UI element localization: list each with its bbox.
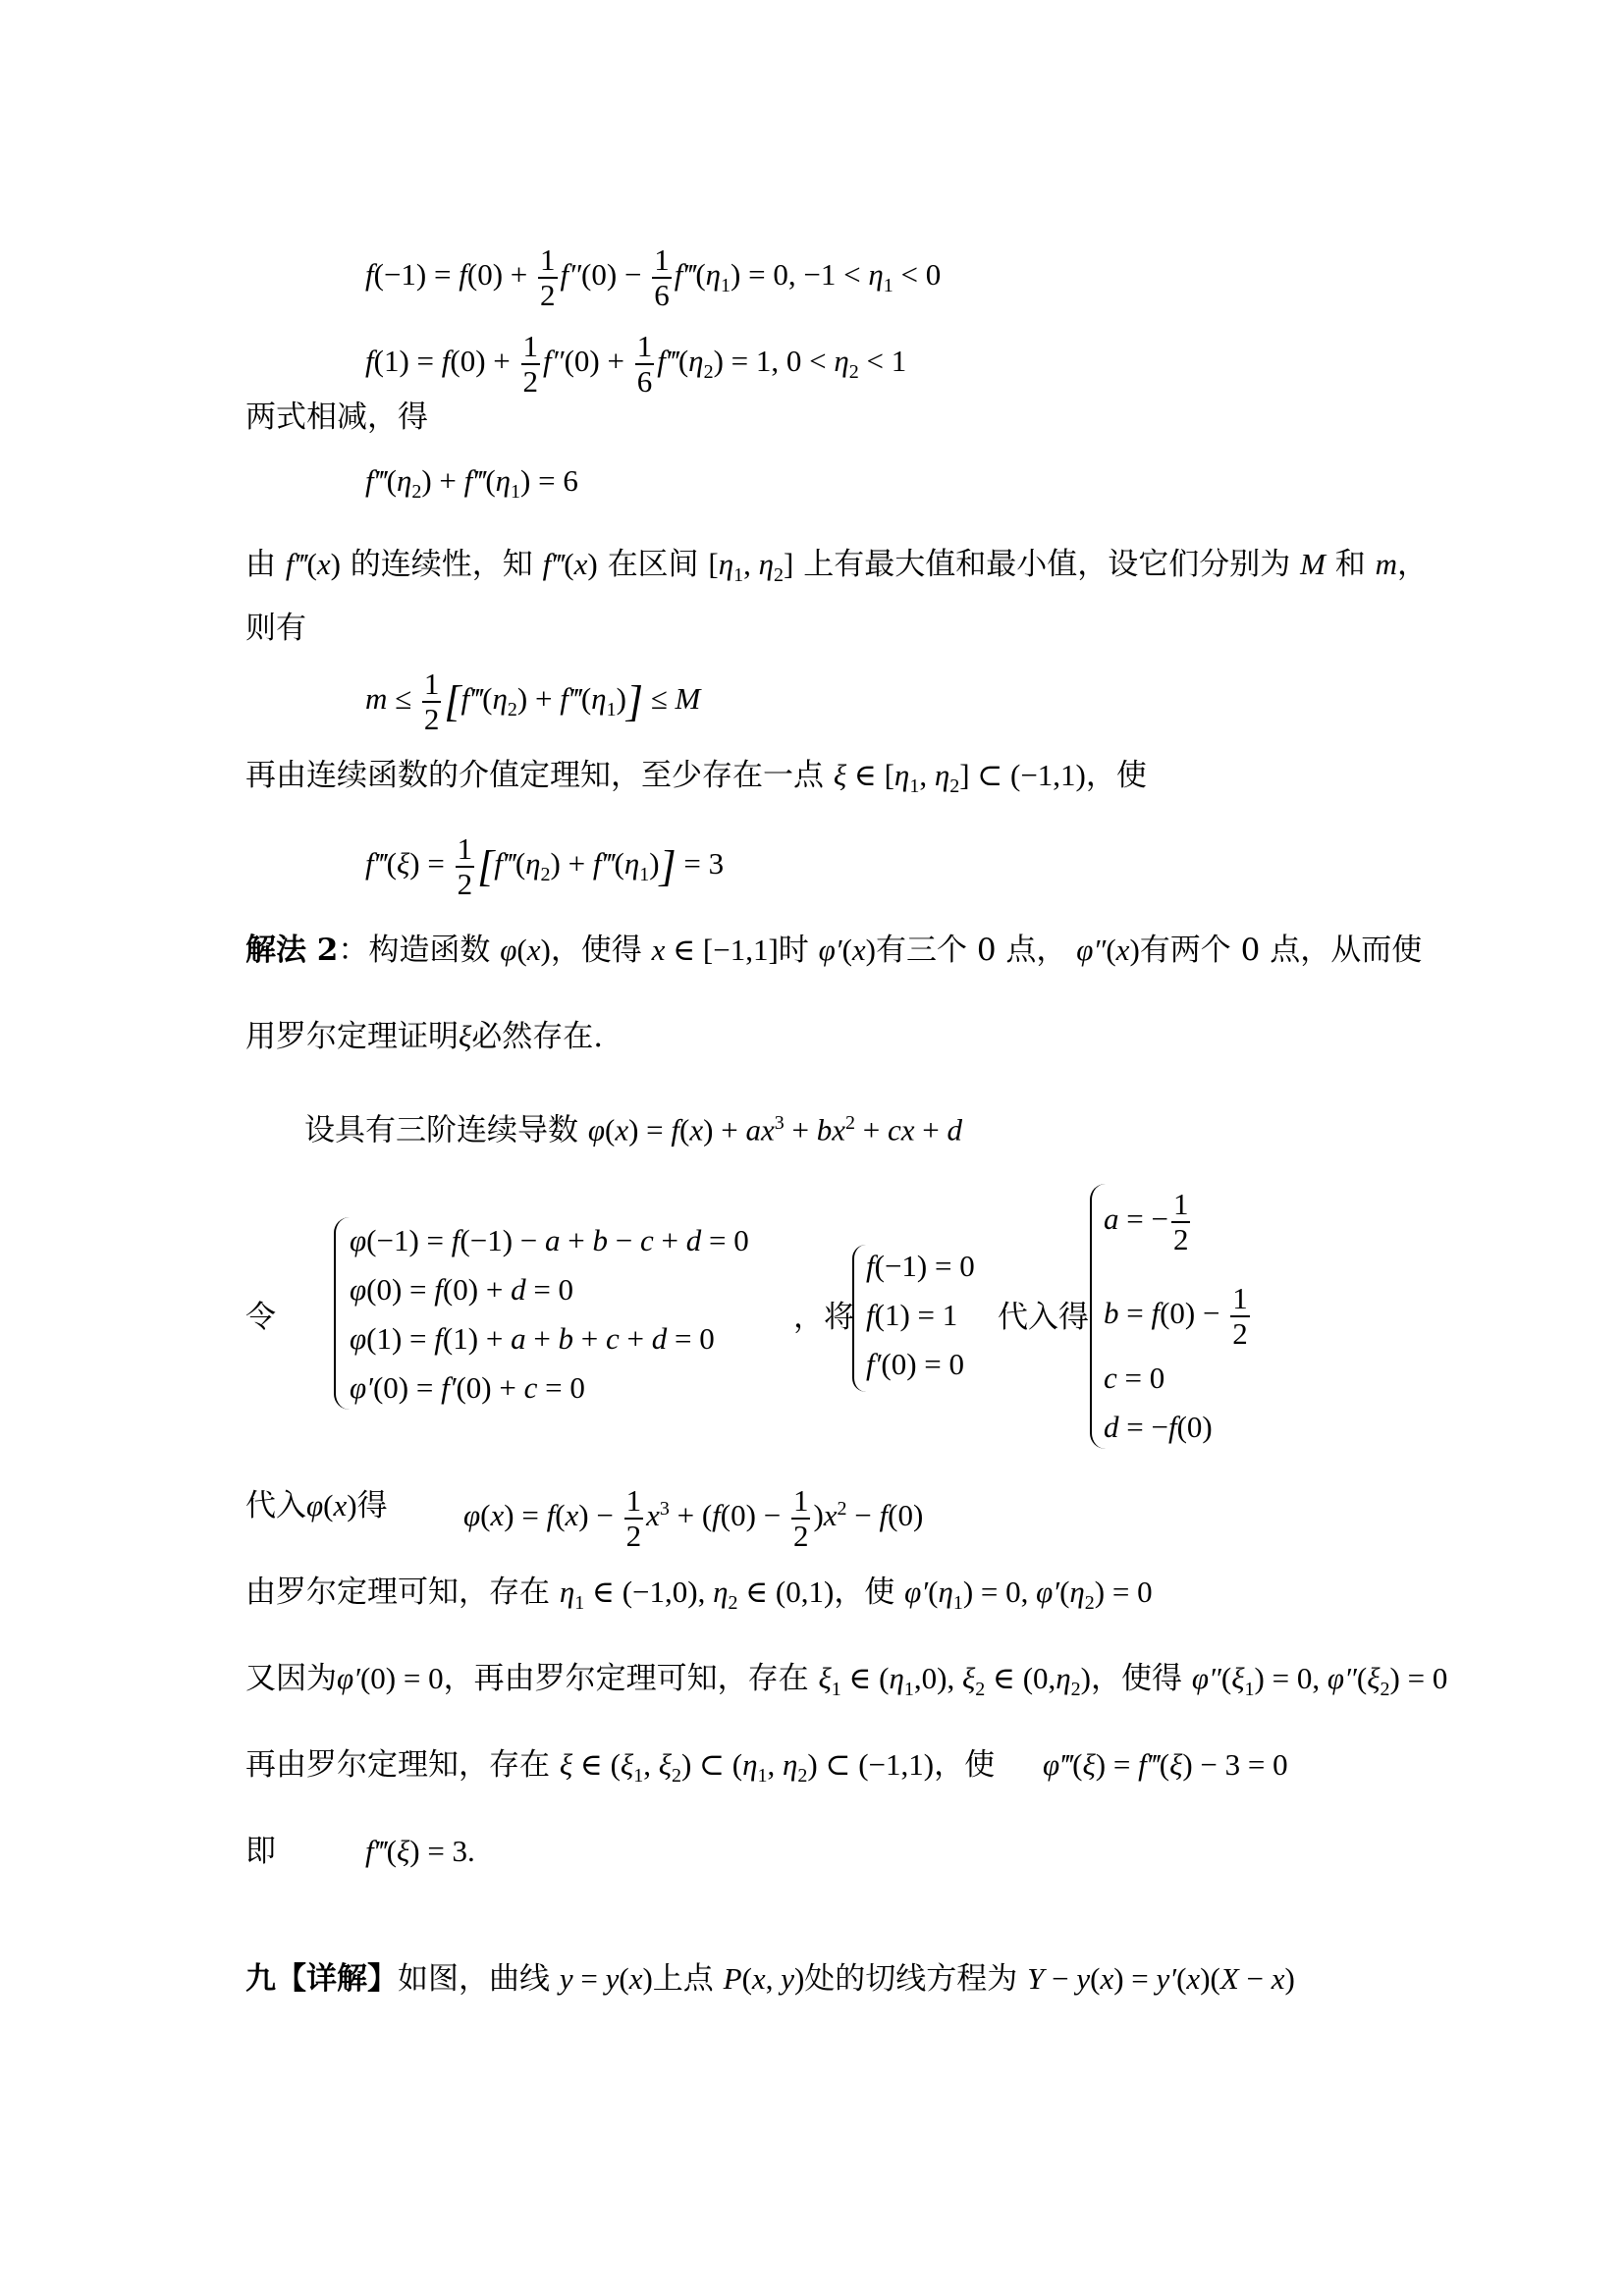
system1-eq1: φ(−1) = f(−1) − a + b − c + d = 0 xyxy=(350,1223,749,1257)
equation-result: f‴(ξ) = $\frac{1}{2}$ [$f‴(\eta_2)$ + $f‴(\eta_1)] = 3$ xyxy=(365,831,725,901)
system1-eq3: φ(1) = f(1) + a + b + c + d = 0 xyxy=(350,1321,715,1356)
equation-final: f‴(ξ) = 3. xyxy=(365,1834,475,1868)
text-ie: 即 xyxy=(245,1834,276,1869)
text-subtract: 两式相减，得 xyxy=(245,400,428,435)
system3-b: b = f(0) − $\frac{1}{2}$ xyxy=(1104,1281,1248,1351)
system3-d: d = −f(0) xyxy=(1104,1410,1213,1444)
equation-f-minus1: f(−1) = f(0) + $\frac{1}{2}$ f″(0) − $\frac{1}{6}$ $f‴(\eta_1) = 0$, $-1 < \eta_1 < 0$ xyxy=(365,242,942,312)
system2-eq1: f(−1) = 0 xyxy=(866,1249,975,1283)
text-method2: 解法 2：构造函数 φ(x)，使得 x ∈ [−1,1]时 φ′(x)有三个 0 点， φ″(x)有两个 0 点，从而使 xyxy=(245,933,1423,968)
system3-a: a = − $\frac{1}{2}$ xyxy=(1104,1187,1189,1256)
text-plug: 代入得 xyxy=(998,1300,1089,1335)
system2-eq3: f′(0) = 0 xyxy=(866,1347,965,1381)
text-rolle2: 又因为φ′(0) = 0，再由罗尔定理可知，存在 $\xi_1$ ∈ $(\eta_1,0)$, $\xi_2$ ∈ $(0,\eta_2)$，使得 $\varphi''(\xi_1) = 0$, $\varphi''(\xi_2) = 0$ xyxy=(245,1661,1448,1700)
text-rolle3: 再由罗尔定理知，存在 ξ ∈ ($\xi_1$, $\xi_2$) ⊂ ($\eta_1$, $\eta_2$) ⊂ (−1,1)，使 xyxy=(245,1747,996,1787)
brace-system2 xyxy=(852,1245,866,1392)
system1-eq2: φ(0) = f(0) + d = 0 xyxy=(350,1272,574,1307)
text-rolle1: 由罗尔定理可知，存在 $\eta_1$ ∈ (−1,0), $\eta_2$ ∈ (0,1)，使 $\varphi'(\eta_1) = 0$, $\varphi'(\eta_2) = 0$ xyxy=(245,1575,1153,1614)
text-substitute: 代入φ(x)得 xyxy=(245,1488,388,1523)
text-continuity: 由 f‴(x) 的连续性，知 f‴(x) 在区间 [$\eta_1$, $\eta_2$] 上有最大值和最小值，设它们分别为 M 和 m， xyxy=(245,547,1429,586)
brace-system1 xyxy=(334,1217,350,1410)
text-let: 令 xyxy=(245,1300,276,1335)
equation-sum: $f‴(\eta_2)$ + $f‴(\eta_1) = 6$ xyxy=(365,463,578,503)
system3-c: c = 0 xyxy=(1104,1361,1165,1395)
system2-eq2: f(1) = 1 xyxy=(866,1298,958,1332)
text-jiang: ，将 xyxy=(793,1300,854,1335)
text-ivt: 再由连续函数的介值定理知，至少存在一点 ξ ∈ [$\eta_1$, $\eta_2$] ⊂ (−1,1)，使 xyxy=(245,758,1147,797)
equation-phi: φ(x) = f(x) − $\frac{1}{2}$ $x^3 + (f(0)$ − $\frac{1}{2}$ )$x^2 - f(0)$ xyxy=(463,1483,924,1553)
text-problem-nine: 九【详解】如图，曲线 y = y(x)上点 P(x, y)处的切线方程为 Y − y(x) = y′(x)(X − x) xyxy=(245,1961,1295,1997)
text-setup: 设具有三阶连续导数 $\varphi(x) = f(x) + ax^3 + bx^2$ + cx + d xyxy=(304,1112,962,1148)
equation-phi-third: φ‴(ξ) = f‴(ξ) − 3 = 0 xyxy=(1043,1747,1288,1782)
text-then: 则有 xyxy=(245,611,306,646)
equation-f-1: f(1) = f(0) + $\frac{1}{2}$ f″(0) + $\frac{1}{6}$ $f‴(\eta_2) = 1$, $0 < \eta_2 < 1$ xyxy=(365,329,907,399)
system1-eq4: φ′(0) = f′(0) + c = 0 xyxy=(350,1370,585,1405)
equation-bounds: m ≤ $\frac{1}{2}$ [$f‴(\eta_2)$ + $f‴(\eta_1)] \le M$ xyxy=(365,667,701,736)
text-method2-line2: 用罗尔定理证明ξ必然存在. xyxy=(245,1019,604,1054)
